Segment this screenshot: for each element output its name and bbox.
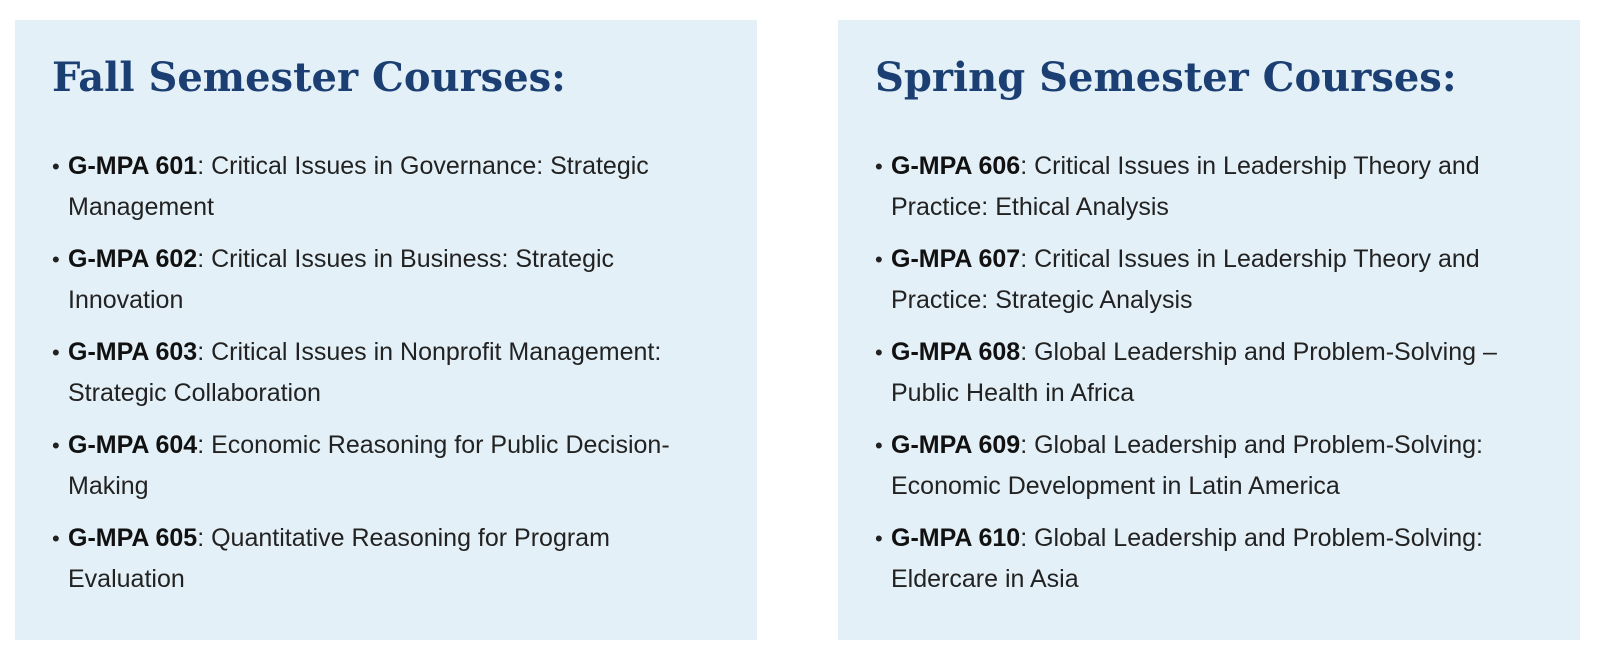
course-list-item [52, 146, 721, 228]
spring-semester-panel [838, 20, 1580, 640]
bullet-icon: • [875, 340, 883, 365]
course-title: : Critical Issues in Nonprofit Management: Strategic Collaboration [68, 338, 662, 407]
course-code: G-MPA 608 [891, 338, 1021, 366]
spring-semester-title: Spring Semester Courses: [875, 54, 1457, 101]
course-list-item [875, 425, 1544, 507]
fall-semester-title: Fall Semester Courses: [52, 54, 566, 101]
course-code: G-MPA 609 [891, 431, 1021, 459]
course-title: : Critical Issues in Governance: Strategic Management [68, 152, 649, 221]
course-code: G-MPA 605 [68, 524, 198, 552]
fall-course-list [52, 146, 721, 600]
spring-course-list [875, 146, 1544, 600]
fall-semester-panel [15, 20, 757, 640]
bullet-icon: • [52, 526, 60, 551]
course-code: G-MPA 601 [68, 152, 198, 180]
bullet-icon: • [875, 526, 883, 551]
course-title: : Critical Issues in Leadership Theory and Practice: Ethical Analysis [891, 152, 1480, 221]
course-list-item [875, 518, 1544, 600]
bullet-icon: • [875, 154, 883, 179]
course-code: G-MPA 604 [68, 431, 198, 459]
course-list-item [52, 239, 721, 321]
course-list-item [52, 332, 721, 414]
course-title: : Global Leadership and Problem-Solving – Public Health in Africa [891, 338, 1497, 407]
course-title: : Quantitative Reasoning for Program Evaluation [68, 524, 610, 593]
course-list-item [52, 518, 721, 600]
course-code: G-MPA 606 [891, 152, 1021, 180]
course-title: : Global Leadership and Problem-Solving: Economic Development in Latin America [891, 431, 1483, 500]
course-title: : Critical Issues in Business: Strategic Innovation [68, 245, 615, 314]
course-code: G-MPA 603 [68, 338, 198, 366]
course-title: : Global Leadership and Problem-Solving: Eldercare in Asia [891, 524, 1483, 593]
bullet-icon: • [875, 247, 883, 272]
course-list-item [52, 425, 721, 507]
course-title: : Economic Reasoning for Public Decision-Making [68, 431, 670, 500]
bullet-icon: • [52, 247, 60, 272]
course-code: G-MPA 602 [68, 245, 198, 273]
bullet-icon: • [52, 154, 60, 179]
course-code: G-MPA 607 [891, 245, 1021, 273]
course-list-item [875, 146, 1544, 228]
course-code: G-MPA 610 [891, 524, 1021, 552]
course-title: : Critical Issues in Leadership Theory and Practice: Strategic Analysis [891, 245, 1480, 314]
bullet-icon: • [52, 433, 60, 458]
course-list-item [875, 239, 1544, 321]
bullet-icon: • [875, 433, 883, 458]
bullet-icon: • [52, 340, 60, 365]
course-list-item [875, 332, 1544, 414]
